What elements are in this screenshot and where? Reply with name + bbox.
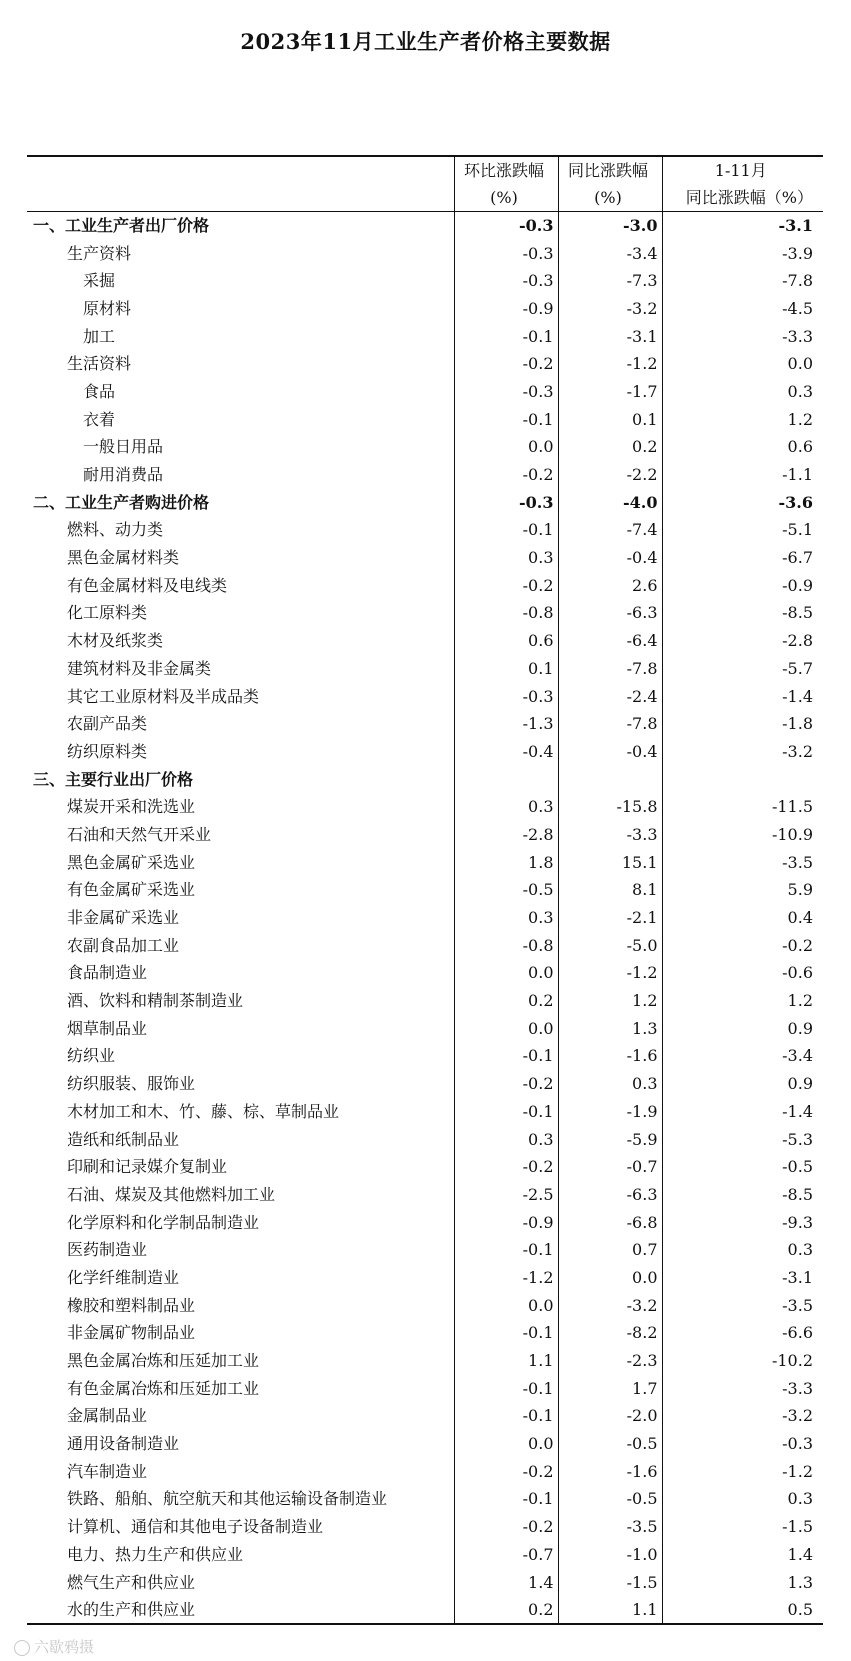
mom-value: 0.6 bbox=[454, 627, 558, 655]
row-label: 水的生产和供应业 bbox=[27, 1596, 454, 1624]
ytd-value: -1.5 bbox=[662, 1513, 823, 1541]
table-row bbox=[27, 1402, 823, 1430]
yoy-value: -2.1 bbox=[558, 904, 662, 932]
mom-value: 0.3 bbox=[454, 793, 558, 821]
ytd-value: 1.4 bbox=[662, 1541, 823, 1569]
mom-value: -0.1 bbox=[454, 405, 558, 433]
mom-value: -0.1 bbox=[454, 322, 558, 350]
table-row bbox=[27, 1319, 823, 1347]
mom-value: -0.3 bbox=[454, 212, 558, 240]
mom-value: -0.3 bbox=[454, 488, 558, 516]
yoy-value: -2.4 bbox=[558, 682, 662, 710]
table-body bbox=[27, 212, 823, 1624]
table-row bbox=[27, 599, 823, 627]
mom-value: 0.0 bbox=[454, 1014, 558, 1042]
table-row bbox=[27, 931, 823, 959]
table-row bbox=[27, 378, 823, 406]
ytd-value: -3.3 bbox=[662, 322, 823, 350]
yoy-value: -3.0 bbox=[558, 212, 662, 240]
table-row bbox=[27, 765, 823, 793]
table-row bbox=[27, 627, 823, 655]
table-row bbox=[27, 433, 823, 461]
ytd-value: 1.3 bbox=[662, 1568, 823, 1596]
mom-value: -0.3 bbox=[454, 682, 558, 710]
yoy-value: -3.2 bbox=[558, 295, 662, 323]
row-label: 石油、煤炭及其他燃料加工业 bbox=[67, 1184, 276, 1204]
mom-value: -0.1 bbox=[454, 1485, 558, 1513]
row-label: 纺织业 bbox=[67, 1046, 116, 1066]
ytd-value: -10.9 bbox=[662, 821, 823, 849]
row-label: 衣着 bbox=[83, 409, 116, 429]
row-label: 农副产品类 bbox=[67, 714, 148, 734]
ytd-value: 0.3 bbox=[662, 1236, 823, 1264]
table-row bbox=[27, 461, 823, 489]
ytd-value: -0.6 bbox=[662, 959, 823, 987]
row-label: 造纸和纸制品业 bbox=[67, 1129, 180, 1149]
mom-value: -0.7 bbox=[454, 1541, 558, 1569]
mom-value: -0.3 bbox=[454, 378, 558, 406]
yoy-value: -4.0 bbox=[558, 488, 662, 516]
table-header bbox=[27, 156, 823, 212]
row-label: 黑色金属矿采选业 bbox=[67, 852, 196, 872]
mom-value: 1.1 bbox=[454, 1347, 558, 1375]
mom-value: 1.8 bbox=[454, 848, 558, 876]
row-label: 采掘 bbox=[83, 271, 116, 291]
table-row bbox=[27, 350, 823, 378]
header-mom-line2: (%) bbox=[454, 184, 558, 212]
table-row bbox=[27, 821, 823, 849]
mom-value: 0.0 bbox=[454, 433, 558, 461]
header-ytd-line2: 同比涨跌幅（%） bbox=[662, 184, 823, 212]
row-label: 二、工业生产者购进价格 bbox=[33, 492, 210, 512]
yoy-value: -1.7 bbox=[558, 378, 662, 406]
table-row bbox=[27, 1347, 823, 1375]
yoy-value: -1.2 bbox=[558, 350, 662, 378]
yoy-value: -3.5 bbox=[558, 1513, 662, 1541]
watermark-logo-icon bbox=[14, 1640, 30, 1656]
row-label: 烟草制品业 bbox=[67, 1018, 148, 1038]
mom-value: -0.1 bbox=[454, 1236, 558, 1264]
ytd-value: -8.5 bbox=[662, 599, 823, 627]
ytd-value: -7.8 bbox=[662, 267, 823, 295]
ytd-value: 1.2 bbox=[662, 405, 823, 433]
ytd-value: -2.8 bbox=[662, 627, 823, 655]
row-label: 电力、热力生产和供应业 bbox=[67, 1544, 244, 1564]
ytd-value: 0.6 bbox=[662, 433, 823, 461]
ytd-value: 5.9 bbox=[662, 876, 823, 904]
mom-value: -0.8 bbox=[454, 599, 558, 627]
yoy-value: -3.4 bbox=[558, 239, 662, 267]
yoy-value: -1.6 bbox=[558, 1042, 662, 1070]
yoy-value: -1.9 bbox=[558, 1098, 662, 1126]
ytd-value: 0.3 bbox=[662, 1485, 823, 1513]
ytd-value: 1.2 bbox=[662, 987, 823, 1015]
table-row bbox=[27, 488, 823, 516]
table-row bbox=[27, 1457, 823, 1485]
table-row bbox=[27, 212, 823, 240]
ytd-value: -3.1 bbox=[662, 1264, 823, 1292]
row-label: 生活资料 bbox=[67, 354, 132, 374]
header-label-col-2 bbox=[27, 184, 454, 212]
ytd-value: -9.3 bbox=[662, 1208, 823, 1236]
yoy-value: -2.2 bbox=[558, 461, 662, 489]
row-label: 汽车制造业 bbox=[67, 1461, 148, 1481]
header-yoy-line2: (%) bbox=[558, 184, 662, 212]
yoy-value: -1.0 bbox=[558, 1541, 662, 1569]
mom-value: -1.2 bbox=[454, 1264, 558, 1292]
mom-value: 0.3 bbox=[454, 1125, 558, 1153]
mom-value: -0.4 bbox=[454, 738, 558, 766]
ytd-value: -3.5 bbox=[662, 1291, 823, 1319]
mom-value: -0.2 bbox=[454, 461, 558, 489]
ytd-value: -3.4 bbox=[662, 1042, 823, 1070]
yoy-value: -3.3 bbox=[558, 821, 662, 849]
mom-value: -0.3 bbox=[454, 267, 558, 295]
table-row bbox=[27, 1374, 823, 1402]
table-row bbox=[27, 655, 823, 683]
ytd-value: -6.7 bbox=[662, 544, 823, 572]
table-row bbox=[27, 904, 823, 932]
mom-value: -0.2 bbox=[454, 571, 558, 599]
table-row bbox=[27, 1236, 823, 1264]
table-row bbox=[27, 1596, 823, 1624]
row-label: 有色金属冶炼和压延加工业 bbox=[67, 1378, 260, 1398]
row-label: 生产资料 bbox=[67, 243, 132, 263]
mom-value: -0.1 bbox=[454, 1374, 558, 1402]
table-row bbox=[27, 987, 823, 1015]
table-row bbox=[27, 1125, 823, 1153]
table-row bbox=[27, 1070, 823, 1098]
yoy-value: -6.4 bbox=[558, 627, 662, 655]
row-label: 煤炭开采和洗选业 bbox=[67, 797, 196, 817]
table-row bbox=[27, 1208, 823, 1236]
ytd-value: -3.2 bbox=[662, 1402, 823, 1430]
yoy-value: 1.2 bbox=[558, 987, 662, 1015]
row-label: 石油和天然气开采业 bbox=[67, 824, 212, 844]
table-row bbox=[27, 848, 823, 876]
mom-value: -0.8 bbox=[454, 931, 558, 959]
watermark bbox=[14, 1636, 94, 1657]
row-label: 铁路、船舶、航空航天和其他运输设备制造业 bbox=[67, 1489, 388, 1509]
row-label: 金属制品业 bbox=[67, 1406, 148, 1426]
ytd-value: -3.2 bbox=[662, 738, 823, 766]
mom-value: -2.8 bbox=[454, 821, 558, 849]
row-label: 一、工业生产者出厂价格 bbox=[33, 216, 210, 236]
header-label-col bbox=[27, 156, 454, 184]
table-row bbox=[27, 516, 823, 544]
yoy-value: 0.1 bbox=[558, 405, 662, 433]
table-row bbox=[27, 544, 823, 572]
ytd-value: 0.5 bbox=[662, 1596, 823, 1624]
ytd-value: -11.5 bbox=[662, 793, 823, 821]
ytd-value: -8.5 bbox=[662, 1181, 823, 1209]
mom-value: 1.4 bbox=[454, 1568, 558, 1596]
yoy-value: 1.7 bbox=[558, 1374, 662, 1402]
table-row bbox=[27, 295, 823, 323]
table-row bbox=[27, 738, 823, 766]
row-label: 食品制造业 bbox=[67, 963, 148, 983]
yoy-value: -0.5 bbox=[558, 1485, 662, 1513]
ytd-value: -3.5 bbox=[662, 848, 823, 876]
ytd-value: -5.7 bbox=[662, 655, 823, 683]
ytd-value: -1.1 bbox=[662, 461, 823, 489]
yoy-value: -2.3 bbox=[558, 1347, 662, 1375]
table-row bbox=[27, 959, 823, 987]
mom-value: 0.1 bbox=[454, 655, 558, 683]
ytd-value: 0.9 bbox=[662, 1070, 823, 1098]
yoy-value: 15.1 bbox=[558, 848, 662, 876]
yoy-value: -6.3 bbox=[558, 1181, 662, 1209]
row-label: 化学原料和化学制品制造业 bbox=[67, 1212, 260, 1232]
table-row bbox=[27, 322, 823, 350]
yoy-value: 0.0 bbox=[558, 1264, 662, 1292]
yoy-value bbox=[558, 765, 662, 793]
ytd-value: -6.6 bbox=[662, 1319, 823, 1347]
ytd-value: -3.9 bbox=[662, 239, 823, 267]
ytd-value: -3.6 bbox=[662, 488, 823, 516]
row-label: 化学纤维制造业 bbox=[67, 1267, 180, 1287]
yoy-value: 0.7 bbox=[558, 1236, 662, 1264]
table-row bbox=[27, 239, 823, 267]
table-row bbox=[27, 1430, 823, 1458]
table-row bbox=[27, 1181, 823, 1209]
table-row bbox=[27, 405, 823, 433]
yoy-value: -3.2 bbox=[558, 1291, 662, 1319]
table-row bbox=[27, 682, 823, 710]
row-label: 木材及纸浆类 bbox=[67, 631, 164, 651]
row-label: 有色金属材料及电线类 bbox=[67, 575, 228, 595]
row-label: 加工 bbox=[83, 326, 116, 346]
yoy-value: -7.3 bbox=[558, 267, 662, 295]
ytd-value: -1.4 bbox=[662, 1098, 823, 1126]
ytd-value: -0.5 bbox=[662, 1153, 823, 1181]
mom-value: 0.2 bbox=[454, 987, 558, 1015]
ytd-value: -3.3 bbox=[662, 1374, 823, 1402]
ytd-value: -5.3 bbox=[662, 1125, 823, 1153]
table-row bbox=[27, 1291, 823, 1319]
table-row bbox=[27, 1014, 823, 1042]
table-row bbox=[27, 1485, 823, 1513]
row-label: 酒、饮料和精制茶制造业 bbox=[67, 991, 244, 1011]
yoy-value: -1.2 bbox=[558, 959, 662, 987]
row-label: 建筑材料及非金属类 bbox=[67, 658, 212, 678]
header-mom-line1: 环比涨跌幅 bbox=[454, 156, 558, 184]
row-label: 燃气生产和供应业 bbox=[67, 1572, 196, 1592]
ytd-value: 0.3 bbox=[662, 378, 823, 406]
yoy-value: -0.4 bbox=[558, 738, 662, 766]
table-row bbox=[27, 267, 823, 295]
mom-value: 0.0 bbox=[454, 1430, 558, 1458]
price-data-table bbox=[27, 155, 823, 1625]
ytd-value: -0.3 bbox=[662, 1430, 823, 1458]
ytd-value: -1.2 bbox=[662, 1457, 823, 1485]
yoy-value: -5.9 bbox=[558, 1125, 662, 1153]
mom-value: -0.1 bbox=[454, 1098, 558, 1126]
table-row bbox=[27, 1541, 823, 1569]
row-label: 燃料、动力类 bbox=[67, 520, 164, 540]
yoy-value: -7.8 bbox=[558, 655, 662, 683]
row-label: 有色金属矿采选业 bbox=[67, 880, 196, 900]
table-row bbox=[27, 876, 823, 904]
row-label: 非金属矿物制品业 bbox=[67, 1323, 196, 1343]
row-label: 化工原料类 bbox=[67, 603, 148, 623]
table-row bbox=[27, 1568, 823, 1596]
mom-value: -0.9 bbox=[454, 1208, 558, 1236]
yoy-value: -5.0 bbox=[558, 931, 662, 959]
ytd-value: -0.9 bbox=[662, 571, 823, 599]
table-row bbox=[27, 1098, 823, 1126]
ytd-value: -1.8 bbox=[662, 710, 823, 738]
table-row bbox=[27, 1264, 823, 1292]
row-label: 纺织原料类 bbox=[67, 741, 148, 761]
ytd-value: -10.2 bbox=[662, 1347, 823, 1375]
ytd-value bbox=[662, 765, 823, 793]
mom-value: 0.0 bbox=[454, 1291, 558, 1319]
yoy-value: -1.5 bbox=[558, 1568, 662, 1596]
yoy-value: 0.2 bbox=[558, 433, 662, 461]
mom-value: 0.2 bbox=[454, 1596, 558, 1624]
mom-value: -0.1 bbox=[454, 1319, 558, 1347]
yoy-value: -15.8 bbox=[558, 793, 662, 821]
yoy-value: -7.4 bbox=[558, 516, 662, 544]
mom-value: 0.3 bbox=[454, 904, 558, 932]
header-yoy-line1: 同比涨跌幅 bbox=[558, 156, 662, 184]
row-label: 三、主要行业出厂价格 bbox=[33, 769, 194, 789]
row-label: 耐用消费品 bbox=[83, 465, 164, 485]
document-title: 2023年11月工业生产者价格主要数据 bbox=[240, 29, 611, 54]
row-label: 非金属矿采选业 bbox=[67, 908, 180, 928]
mom-value: -0.2 bbox=[454, 1070, 558, 1098]
row-label: 原材料 bbox=[83, 298, 132, 318]
yoy-value: 1.3 bbox=[558, 1014, 662, 1042]
yoy-value: -1.6 bbox=[558, 1457, 662, 1485]
row-label: 木材加工和木、竹、藤、棕、草制品业 bbox=[67, 1101, 340, 1121]
mom-value: -0.2 bbox=[454, 1457, 558, 1485]
ytd-value: 0.4 bbox=[662, 904, 823, 932]
yoy-value: -6.8 bbox=[558, 1208, 662, 1236]
mom-value: -1.3 bbox=[454, 710, 558, 738]
yoy-value: -6.3 bbox=[558, 599, 662, 627]
row-label: 计算机、通信和其他电子设备制造业 bbox=[67, 1517, 324, 1537]
mom-value: -0.1 bbox=[454, 1042, 558, 1070]
mom-value: -0.1 bbox=[454, 1402, 558, 1430]
row-label: 一般日用品 bbox=[83, 437, 164, 457]
table-row bbox=[27, 1153, 823, 1181]
row-label: 黑色金属材料类 bbox=[67, 548, 180, 568]
ytd-value: -4.5 bbox=[662, 295, 823, 323]
mom-value: 0.3 bbox=[454, 544, 558, 572]
table-row bbox=[27, 1042, 823, 1070]
yoy-value: 1.1 bbox=[558, 1596, 662, 1624]
yoy-value: -0.7 bbox=[558, 1153, 662, 1181]
table-row bbox=[27, 571, 823, 599]
yoy-value: -2.0 bbox=[558, 1402, 662, 1430]
header-ytd-line1: 1-11月 bbox=[662, 156, 823, 184]
yoy-value: -7.8 bbox=[558, 710, 662, 738]
watermark-text: 六歇鸦摄 bbox=[34, 1638, 95, 1656]
row-label: 其它工业原材料及半成品类 bbox=[67, 686, 260, 706]
yoy-value: -0.5 bbox=[558, 1430, 662, 1458]
mom-value: -0.2 bbox=[454, 1513, 558, 1541]
row-label: 农副食品加工业 bbox=[67, 935, 180, 955]
table-row bbox=[27, 710, 823, 738]
ytd-value: -1.4 bbox=[662, 682, 823, 710]
mom-value: -0.3 bbox=[454, 239, 558, 267]
yoy-value: 0.3 bbox=[558, 1070, 662, 1098]
yoy-value: -3.1 bbox=[558, 322, 662, 350]
ytd-value: -0.2 bbox=[662, 931, 823, 959]
mom-value: 0.0 bbox=[454, 959, 558, 987]
mom-value: -0.2 bbox=[454, 350, 558, 378]
yoy-value: -8.2 bbox=[558, 1319, 662, 1347]
yoy-value: 8.1 bbox=[558, 876, 662, 904]
mom-value: -2.5 bbox=[454, 1181, 558, 1209]
row-label: 医药制造业 bbox=[67, 1240, 148, 1260]
table-row bbox=[27, 793, 823, 821]
yoy-value: -0.4 bbox=[558, 544, 662, 572]
row-label: 印刷和记录媒介复制业 bbox=[67, 1157, 228, 1177]
ytd-value: 0.9 bbox=[662, 1014, 823, 1042]
table-row bbox=[27, 1513, 823, 1541]
ytd-value: -5.1 bbox=[662, 516, 823, 544]
mom-value: -0.1 bbox=[454, 516, 558, 544]
row-label: 食品 bbox=[83, 381, 116, 401]
mom-value bbox=[454, 765, 558, 793]
ytd-value: 0.0 bbox=[662, 350, 823, 378]
row-label: 通用设备制造业 bbox=[67, 1434, 180, 1454]
mom-value: -0.5 bbox=[454, 876, 558, 904]
row-label: 橡胶和塑料制品业 bbox=[67, 1295, 196, 1315]
mom-value: -0.9 bbox=[454, 295, 558, 323]
yoy-value: 2.6 bbox=[558, 571, 662, 599]
row-label: 纺织服装、服饰业 bbox=[67, 1074, 196, 1094]
mom-value: -0.2 bbox=[454, 1153, 558, 1181]
row-label: 黑色金属冶炼和压延加工业 bbox=[67, 1351, 260, 1371]
ytd-value: -3.1 bbox=[662, 212, 823, 240]
